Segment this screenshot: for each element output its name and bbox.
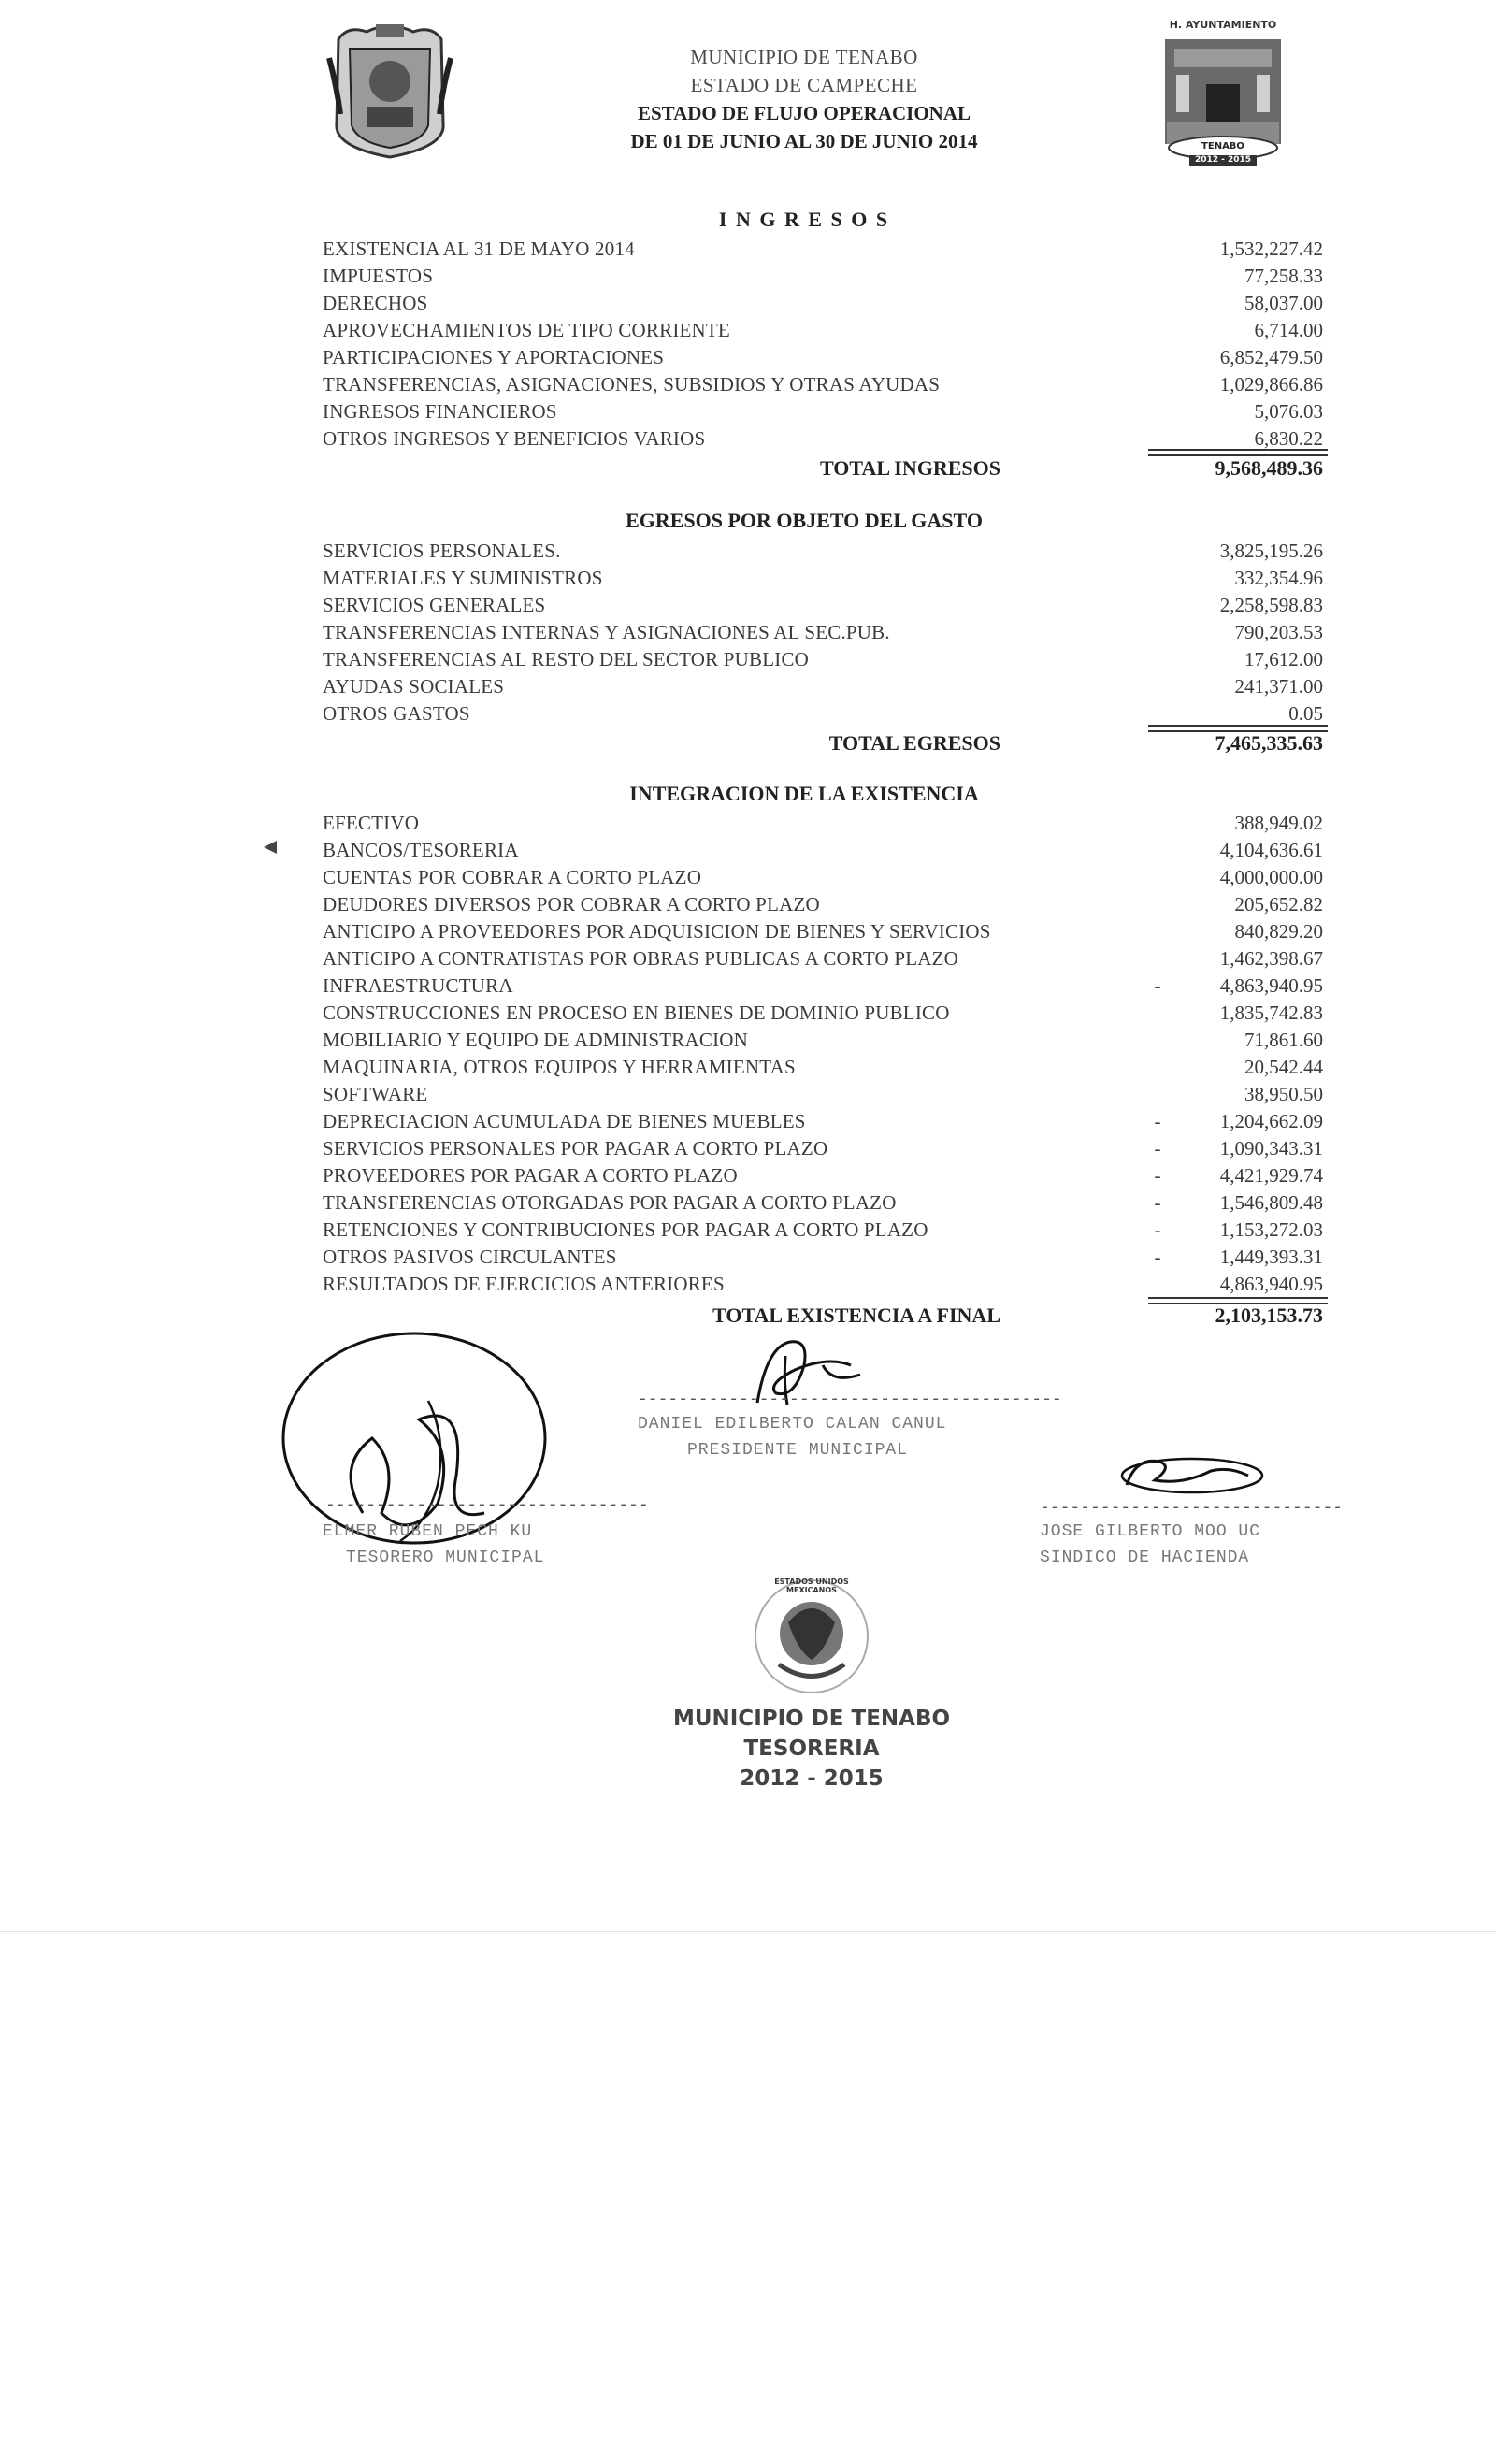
- row-amount: 790,203.53: [1234, 621, 1323, 643]
- total-existencia-value: 2,103,153.73: [1215, 1304, 1323, 1327]
- row-label: EXISTENCIA AL 31 DE MAYO 2014: [323, 238, 635, 260]
- table-row: [323, 945, 1323, 972]
- table-row: [323, 290, 1323, 316]
- row-negative-sign: -: [1154, 1191, 1161, 1214]
- row-label: AYUDAS SOCIALES: [323, 675, 505, 698]
- table-row: [323, 398, 1323, 425]
- table-row: [323, 263, 1323, 289]
- table-row: [323, 837, 1323, 863]
- table-row: [323, 236, 1323, 262]
- table-row: [323, 1244, 1323, 1270]
- row-label: PROVEEDORES POR PAGAR A CORTO PLAZO: [323, 1164, 738, 1187]
- row-label: TRANSFERENCIAS, ASIGNACIONES, SUBSIDIOS Y OTRAS AYUDAS: [323, 373, 941, 396]
- seal-years: 2012 - 2015: [1194, 155, 1252, 165]
- row-label: OTROS PASIVOS CIRCULANTES: [323, 1246, 617, 1268]
- row-negative-sign: -: [1154, 1218, 1161, 1241]
- row-label: ANTICIPO A CONTRATISTAS POR OBRAS PUBLICAS A CORTO PLAZO: [323, 947, 958, 970]
- row-amount: 20,542.44: [1244, 1056, 1323, 1078]
- integracion-section-title: INTEGRACION DE LA EXISTENCIA: [629, 782, 979, 805]
- row-label: EFECTIVO: [323, 812, 420, 834]
- row-label: TRANSFERENCIAS OTORGADAS POR PAGAR A CORTO PLAZO: [323, 1191, 897, 1214]
- ingresos-section-title: I N G R E S O S: [718, 208, 890, 231]
- table-row: [323, 918, 1323, 944]
- row-label: SERVICIOS GENERALES: [323, 594, 546, 616]
- table-row: [323, 973, 1323, 999]
- row-label: MAQUINARIA, OTROS EQUIPOS Y HERRAMIENTAS: [323, 1056, 796, 1078]
- row-amount: 1,090,343.31: [1219, 1137, 1323, 1160]
- president-signature-line: ------------------------------------------: [638, 1391, 1062, 1409]
- row-negative-sign: -: [1154, 1110, 1161, 1132]
- total-existencia-label: TOTAL EXISTENCIA A FINAL: [712, 1304, 1000, 1327]
- header-municipality: MUNICIPIO DE TENABO: [690, 46, 918, 68]
- municipal-coat-of-arms: [329, 21, 451, 159]
- row-amount: 4,000,000.00: [1219, 866, 1323, 888]
- row-amount: 4,863,940.95: [1219, 1273, 1323, 1295]
- sindico-signature-line: ------------------------------: [1040, 1499, 1344, 1518]
- row-label: DEUDORES DIVERSOS POR COBRAR A CORTO PLAZO: [323, 893, 820, 915]
- table-row: [323, 538, 1323, 564]
- table-row: [323, 1054, 1323, 1080]
- row-label: DEPRECIACION ACUMULADA DE BIENES MUEBLES: [323, 1110, 806, 1132]
- total-egresos-label: TOTAL EGRESOS: [828, 731, 1000, 755]
- table-row: [323, 1108, 1323, 1134]
- row-label: SOFTWARE: [323, 1083, 428, 1105]
- table-row: [323, 1027, 1323, 1053]
- row-amount: 840,829.20: [1234, 920, 1323, 943]
- table-row: [323, 565, 1323, 591]
- row-label: SERVICIOS PERSONALES.: [323, 540, 561, 562]
- row-amount: 5,076.03: [1254, 400, 1323, 423]
- egresos-rule-1: [1148, 725, 1328, 727]
- egresos-section-title: EGRESOS POR OBJETO DEL GASTO: [626, 509, 983, 532]
- row-amount: 38,950.50: [1244, 1083, 1323, 1105]
- row-amount: 332,354.96: [1234, 567, 1323, 589]
- table-row: [323, 619, 1323, 645]
- table-row: [323, 891, 1323, 917]
- sindico-signature: [1108, 1448, 1267, 1504]
- row-label: TRANSFERENCIAS INTERNAS Y ASIGNACIONES AL SEC.PUB.: [323, 621, 890, 643]
- row-amount: 0.05: [1288, 702, 1323, 725]
- tesoreria-years: 2012 - 2015: [740, 1766, 884, 1791]
- row-label: PARTICIPACIONES Y APORTACIONES: [323, 346, 665, 368]
- row-amount: 4,863,940.95: [1219, 974, 1323, 997]
- table-row: [323, 1271, 1323, 1297]
- row-label: DERECHOS: [323, 292, 428, 314]
- integracion-rule-1: [1148, 1297, 1328, 1299]
- treasurer-name: ELMER RUBEN PECH KU: [323, 1522, 533, 1541]
- row-amount: 1,029,866.86: [1219, 373, 1323, 396]
- row-amount: 4,421,929.74: [1219, 1164, 1323, 1187]
- row-amount: 3,825,195.26: [1219, 540, 1323, 562]
- row-negative-sign: -: [1154, 1164, 1161, 1187]
- total-ingresos-label: TOTAL INGRESOS: [820, 456, 1000, 480]
- sindico-name: JOSE GILBERTO MOO UC: [1040, 1522, 1261, 1541]
- row-amount: 1,532,227.42: [1219, 238, 1323, 260]
- sindico-title: SINDICO DE HACIENDA: [1040, 1549, 1250, 1567]
- scan-page-edge: [0, 1931, 1496, 1932]
- table-row: [323, 371, 1323, 397]
- row-label: INFRAESTRUCTURA: [323, 974, 513, 997]
- table-row: [323, 1000, 1323, 1026]
- header-state: ESTADO DE CAMPECHE: [690, 74, 918, 96]
- total-ingresos-row: [561, 454, 1323, 483]
- president-title: PRESIDENTE MUNICIPAL: [687, 1441, 909, 1460]
- table-row: [323, 864, 1323, 890]
- row-amount: 17,612.00: [1244, 648, 1323, 670]
- row-negative-sign: -: [1154, 1137, 1161, 1160]
- total-egresos-value: 7,465,335.63: [1215, 731, 1323, 755]
- emblem-ring-text: ESTADOS UNIDOS MEXICANOS: [774, 1578, 849, 1594]
- table-row: [323, 592, 1323, 618]
- seal-top-text: H. AYUNTAMIENTO: [1169, 19, 1277, 31]
- row-label: SERVICIOS PERSONALES POR PAGAR A CORTO PLAZO: [323, 1137, 828, 1160]
- table-row: [323, 1189, 1323, 1216]
- ingresos-rule-1: [1148, 449, 1328, 451]
- row-label: CUENTAS POR COBRAR A CORTO PLAZO: [323, 866, 702, 888]
- table-row: [323, 344, 1323, 370]
- header-report-title: ESTADO DE FLUJO OPERACIONAL: [637, 102, 971, 124]
- total-existencia-row: [561, 1302, 1323, 1330]
- row-amount: 1,449,393.31: [1219, 1246, 1323, 1268]
- header-period: DE 01 DE JUNIO AL 30 DE JUNIO 2014: [630, 130, 978, 152]
- row-negative-sign: -: [1154, 1246, 1161, 1268]
- row-label: OTROS INGRESOS Y BENEFICIOS VARIOS: [323, 427, 706, 450]
- national-emblem-seal: [751, 1576, 872, 1697]
- table-row: [323, 673, 1323, 699]
- row-label: MATERIALES Y SUMINISTROS: [323, 567, 603, 589]
- row-amount: 6,830.22: [1254, 427, 1323, 450]
- total-ingresos-value: 9,568,489.36: [1215, 456, 1323, 480]
- row-label: TRANSFERENCIAS AL RESTO DEL SECTOR PUBLICO: [323, 648, 810, 670]
- table-row: [323, 1135, 1323, 1161]
- row-amount: 6,714.00: [1254, 319, 1323, 341]
- row-amount: 4,104,636.61: [1219, 839, 1323, 861]
- table-row: [323, 1162, 1323, 1189]
- tesoreria-municipality: MUNICIPIO DE TENABO: [672, 1707, 951, 1731]
- row-amount: 241,371.00: [1234, 675, 1323, 698]
- table-row: [323, 1217, 1323, 1243]
- table-row: [323, 1081, 1323, 1107]
- row-label: BANCOS/TESORERIA: [323, 839, 519, 861]
- row-label: INGRESOS FINANCIEROS: [323, 400, 557, 423]
- row-amount: 2,258,598.83: [1219, 594, 1323, 616]
- row-amount: 58,037.00: [1244, 292, 1323, 314]
- table-row: [323, 317, 1323, 343]
- row-amount: 6,852,479.50: [1219, 346, 1323, 368]
- row-label: IMPUESTOS: [323, 265, 434, 287]
- row-amount: 388,949.02: [1234, 812, 1323, 834]
- table-row: [323, 646, 1323, 672]
- president-name: DANIEL EDILBERTO CALAN CANUL: [638, 1415, 947, 1434]
- row-amount: 1,204,662.09: [1219, 1110, 1323, 1132]
- row-label: ANTICIPO A PROVEEDORES POR ADQUISICION DE BIENES Y SERVICIOS: [323, 920, 991, 943]
- row-amount: 1,462,398.67: [1219, 947, 1323, 970]
- table-row: [323, 425, 1323, 452]
- row-amount: 1,153,272.03: [1219, 1218, 1323, 1241]
- row-amount: 1,546,809.48: [1219, 1191, 1323, 1214]
- row-label: OTROS GASTOS: [323, 702, 470, 725]
- row-label: APROVECHAMIENTOS DE TIPO CORRIENTE: [323, 319, 730, 341]
- ayuntamiento-seal: [1158, 19, 1288, 170]
- total-egresos-row: [561, 729, 1323, 757]
- row-amount: 71,861.60: [1244, 1029, 1323, 1051]
- margin-arrow-mark: [264, 841, 277, 854]
- row-label: MOBILIARIO Y EQUIPO DE ADMINISTRACION: [323, 1029, 748, 1051]
- row-label: RESULTADOS DE EJERCICIOS ANTERIORES: [323, 1273, 725, 1295]
- tesoreria-label: TESORERIA: [743, 1736, 880, 1761]
- table-row: [323, 700, 1323, 727]
- seal-name: TENABO: [1201, 141, 1244, 151]
- treasurer-signature-line: --------------------------------: [325, 1496, 649, 1515]
- row-amount: 77,258.33: [1244, 265, 1323, 287]
- row-amount: 1,835,742.83: [1219, 1001, 1323, 1024]
- table-row: [323, 810, 1323, 836]
- treasurer-title: TESORERO MUNICIPAL: [346, 1549, 545, 1567]
- row-label: RETENCIONES Y CONTRIBUCIONES POR PAGAR A CORTO PLAZO: [323, 1218, 928, 1241]
- row-negative-sign: -: [1154, 974, 1161, 997]
- row-label: CONSTRUCCIONES EN PROCESO EN BIENES DE DOMINIO PUBLICO: [323, 1001, 950, 1024]
- row-amount: 205,652.82: [1234, 893, 1323, 915]
